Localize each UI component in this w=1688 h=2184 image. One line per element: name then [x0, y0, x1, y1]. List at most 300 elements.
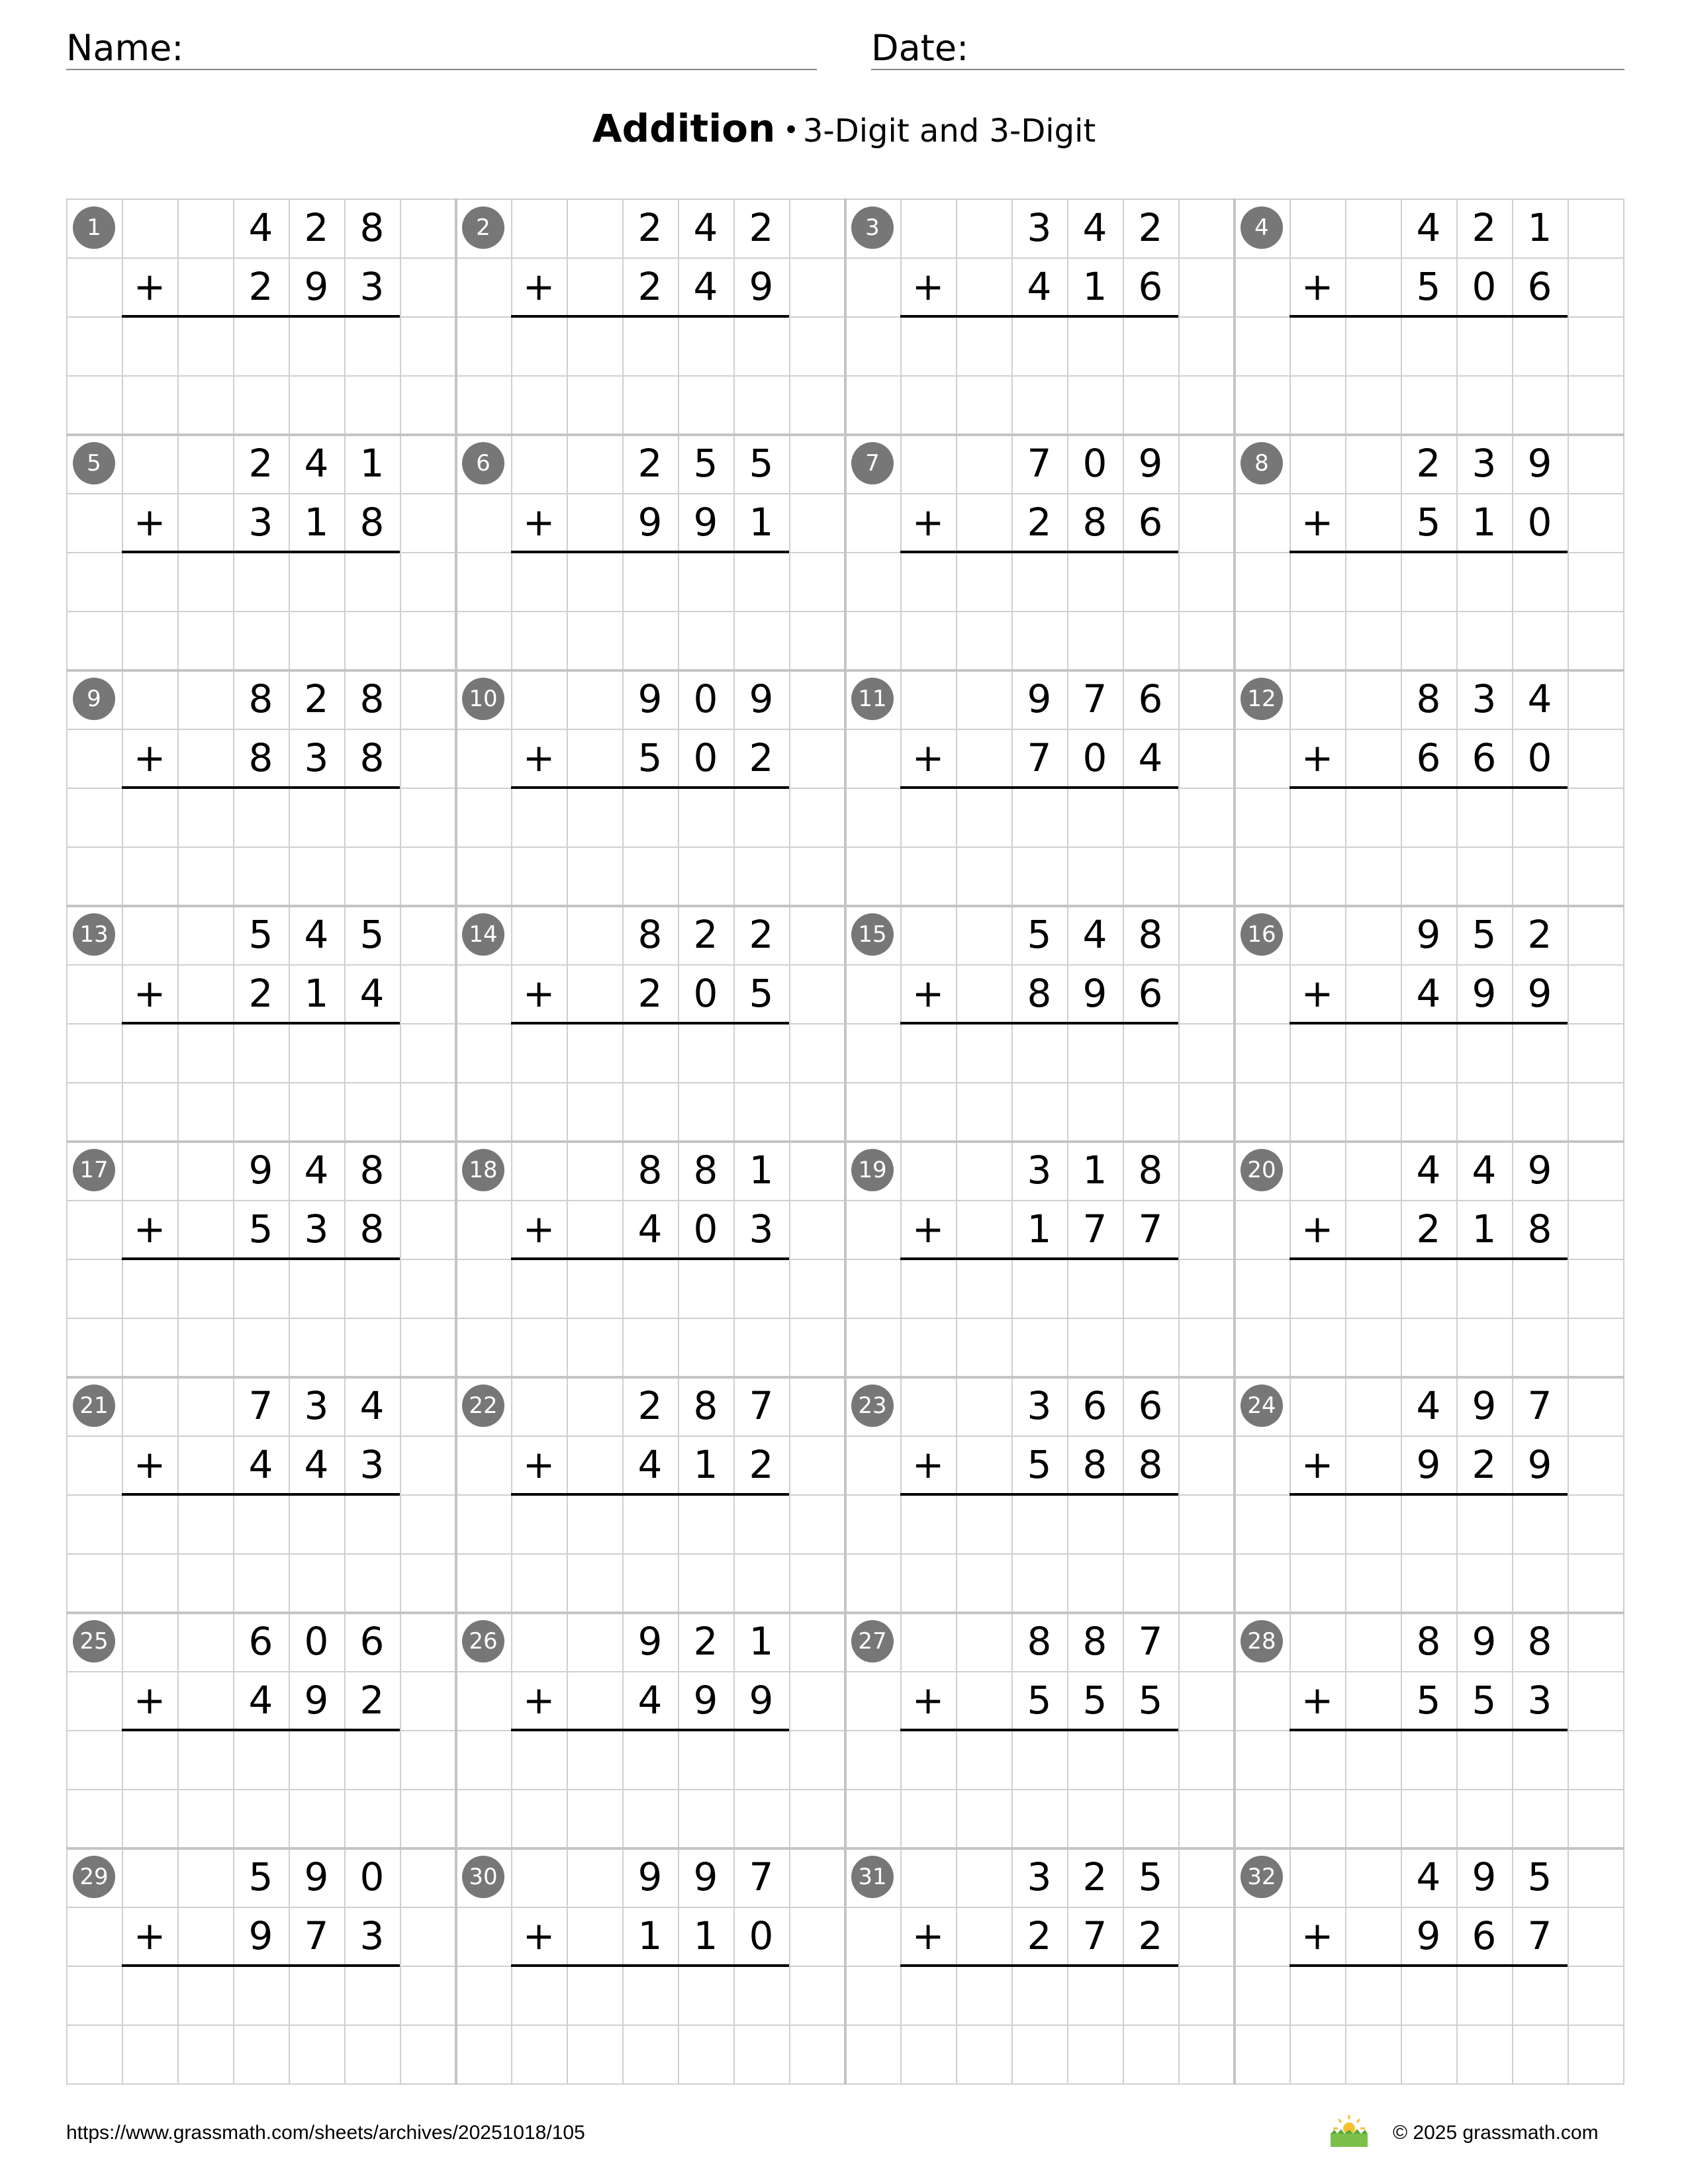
- plus-sign: +: [912, 1678, 945, 1723]
- addend-bottom-digit: 6: [1138, 971, 1163, 1016]
- date-field[interactable]: [871, 25, 1624, 70]
- plus-sign: +: [1301, 1678, 1334, 1723]
- problem-number-badge: 32: [1241, 1856, 1283, 1898]
- worksheet-title: [0, 106, 1688, 151]
- addend-top-digit: 9: [693, 1854, 718, 1899]
- addend-bottom-digit: 9: [248, 1913, 273, 1958]
- addend-top-digit: 5: [248, 1854, 273, 1899]
- addend-bottom-digit: 3: [304, 1206, 329, 1251]
- problem-number-badge: 9: [73, 678, 115, 720]
- addend-bottom-digit: 6: [1138, 264, 1163, 309]
- answer-area[interactable]: [511, 318, 789, 433]
- answer-area[interactable]: [122, 1024, 400, 1140]
- answer-area[interactable]: [1289, 318, 1568, 433]
- addend-top-digit: 1: [359, 441, 385, 486]
- addend-bottom-digit: 2: [1027, 1913, 1052, 1958]
- addend-top-digit: 3: [1472, 441, 1497, 486]
- problem-number-badge: 30: [462, 1856, 504, 1898]
- addend-top-digit: 5: [749, 441, 774, 486]
- addend-bottom-digit: 9: [1416, 1913, 1441, 1958]
- addend-bottom-digit: 8: [1138, 1442, 1163, 1487]
- answer-area[interactable]: [122, 1496, 400, 1611]
- addend-bottom-digit: 9: [1416, 1442, 1441, 1487]
- addend-top-digit: 9: [1527, 441, 1552, 486]
- plus-sign: +: [133, 735, 166, 780]
- addend-top-digit: 2: [637, 205, 663, 250]
- answer-area[interactable]: [900, 318, 1178, 433]
- addend-top-digit: 5: [1527, 1854, 1552, 1899]
- problem-number-badge: 27: [851, 1620, 894, 1662]
- addend-bottom-digit: 9: [304, 264, 329, 309]
- addend-bottom-digit: 0: [1527, 735, 1552, 780]
- addend-top-digit: 3: [1472, 676, 1497, 721]
- addend-bottom-digit: 5: [1416, 264, 1441, 309]
- addend-bottom-digit: 0: [1472, 264, 1497, 309]
- addend-top-digit: 9: [1527, 1148, 1552, 1193]
- addend-top-digit: 2: [1138, 205, 1163, 250]
- addend-bottom-digit: 7: [1027, 735, 1052, 780]
- addend-top-digit: 9: [1416, 912, 1441, 957]
- addend-top-digit: 7: [1138, 1619, 1163, 1664]
- addend-top-digit: 9: [1472, 1383, 1497, 1428]
- addend-bottom-digit: 4: [1416, 971, 1441, 1016]
- addend-top-digit: 3: [1027, 1383, 1052, 1428]
- plus-sign: +: [133, 1913, 166, 1958]
- addend-top-digit: 9: [637, 1619, 663, 1664]
- addend-top-digit: 1: [749, 1148, 774, 1193]
- plus-sign: +: [1301, 1442, 1334, 1487]
- addend-top-digit: 8: [637, 1148, 663, 1193]
- addend-bottom-digit: 8: [359, 1206, 385, 1251]
- addend-top-digit: 8: [359, 205, 385, 250]
- addend-bottom-digit: 4: [1138, 735, 1163, 780]
- name-field[interactable]: [66, 25, 817, 70]
- problem-number-badge: 26: [462, 1620, 504, 1662]
- name-label: Name:: [66, 27, 184, 69]
- addend-bottom-digit: 5: [1416, 1678, 1441, 1723]
- footer-url[interactable]: https://www.grassmath.com/sheets/archives/20251018/105: [66, 2122, 585, 2144]
- addend-top-digit: 4: [1472, 1148, 1497, 1193]
- problem-number-badge: 19: [851, 1149, 894, 1191]
- addend-bottom-digit: 5: [1027, 1678, 1052, 1723]
- addend-bottom-digit: 9: [749, 264, 774, 309]
- addend-bottom-digit: 3: [359, 1913, 385, 1958]
- addend-top-digit: 2: [1472, 205, 1497, 250]
- problem-number-badge: 2: [462, 206, 504, 249]
- addend-bottom-digit: 8: [359, 735, 385, 780]
- addend-top-digit: 0: [359, 1854, 385, 1899]
- problem-number-badge: 24: [1241, 1385, 1283, 1427]
- answer-area[interactable]: [511, 1731, 789, 1846]
- addend-bottom-digit: 2: [1027, 500, 1052, 545]
- plus-sign: +: [912, 1206, 945, 1251]
- plus-sign: +: [522, 1678, 555, 1723]
- addend-bottom-digit: 0: [693, 1206, 718, 1251]
- addend-bottom-digit: 2: [1416, 1206, 1441, 1251]
- addend-top-digit: 9: [1472, 1619, 1497, 1664]
- addend-bottom-digit: 5: [637, 735, 663, 780]
- addend-top-digit: 4: [304, 912, 329, 957]
- answer-area[interactable]: [900, 553, 1178, 668]
- addend-top-digit: 2: [693, 1619, 718, 1664]
- addend-top-digit: 7: [749, 1854, 774, 1899]
- addend-bottom-digit: 1: [1027, 1206, 1052, 1251]
- addend-top-digit: 2: [749, 912, 774, 957]
- addend-top-digit: 9: [1472, 1854, 1497, 1899]
- addend-bottom-digit: 8: [1527, 1206, 1552, 1251]
- answer-area[interactable]: [511, 1260, 789, 1375]
- addend-top-digit: 4: [1416, 1383, 1441, 1428]
- addend-top-digit: 2: [1416, 441, 1441, 486]
- answer-area[interactable]: [1289, 1024, 1568, 1140]
- addend-bottom-digit: 4: [359, 971, 385, 1016]
- answer-area[interactable]: [511, 553, 789, 668]
- plus-sign: +: [1301, 500, 1334, 545]
- addend-top-digit: 4: [248, 205, 273, 250]
- addend-top-digit: 7: [749, 1383, 774, 1428]
- addend-top-digit: 8: [359, 1148, 385, 1193]
- addend-top-digit: 8: [1416, 1619, 1441, 1664]
- addend-bottom-digit: 2: [248, 264, 273, 309]
- addend-bottom-digit: 0: [749, 1913, 774, 1958]
- addend-top-digit: 8: [359, 676, 385, 721]
- addend-bottom-digit: 2: [248, 971, 273, 1016]
- plus-sign: +: [133, 264, 166, 309]
- addend-bottom-digit: 1: [693, 1913, 718, 1958]
- answer-area[interactable]: [122, 553, 400, 668]
- addend-bottom-digit: 1: [1082, 264, 1107, 309]
- problem-number-badge: 21: [73, 1385, 115, 1427]
- plus-sign: +: [522, 735, 555, 780]
- addend-bottom-digit: 1: [749, 500, 774, 545]
- addend-top-digit: 4: [1527, 676, 1552, 721]
- addend-top-digit: 5: [693, 441, 718, 486]
- answer-area[interactable]: [511, 1967, 789, 2082]
- problem-number-badge: 6: [462, 442, 504, 484]
- answer-area[interactable]: [1289, 1260, 1568, 1375]
- plus-sign: +: [912, 500, 945, 545]
- plus-sign: +: [912, 971, 945, 1016]
- addend-bottom-digit: 4: [693, 264, 718, 309]
- addend-bottom-digit: 4: [248, 1678, 273, 1723]
- addend-bottom-digit: 4: [1027, 264, 1052, 309]
- addend-bottom-digit: 8: [248, 735, 273, 780]
- addend-top-digit: 6: [1138, 676, 1163, 721]
- addend-bottom-digit: 4: [637, 1442, 663, 1487]
- addend-top-digit: 8: [1027, 1619, 1052, 1664]
- answer-area[interactable]: [900, 1260, 1178, 1375]
- addend-bottom-digit: 6: [1472, 735, 1497, 780]
- answer-area[interactable]: [1289, 1731, 1568, 1846]
- problem-number-badge: 25: [73, 1620, 115, 1662]
- addend-bottom-digit: 9: [1527, 971, 1552, 1016]
- addend-top-digit: 0: [693, 676, 718, 721]
- addend-bottom-digit: 6: [1527, 264, 1552, 309]
- answer-area[interactable]: [900, 789, 1178, 904]
- answer-area[interactable]: [122, 789, 400, 904]
- addend-bottom-digit: 5: [1082, 1678, 1107, 1723]
- addend-bottom-digit: 2: [749, 735, 774, 780]
- addend-bottom-digit: 4: [637, 1678, 663, 1723]
- addend-top-digit: 4: [1416, 1854, 1441, 1899]
- plus-sign: +: [1301, 735, 1334, 780]
- addend-top-digit: 8: [1138, 912, 1163, 957]
- addend-bottom-digit: 2: [1138, 1913, 1163, 1958]
- addend-top-digit: 8: [1527, 1619, 1552, 1664]
- addend-top-digit: 4: [1416, 205, 1441, 250]
- addend-top-digit: 0: [1082, 441, 1107, 486]
- addend-top-digit: 1: [1527, 205, 1552, 250]
- addend-top-digit: 1: [1082, 1148, 1107, 1193]
- title-bullet: •: [783, 115, 799, 146]
- answer-area[interactable]: [1289, 1496, 1568, 1611]
- problem-number-badge: 13: [73, 913, 115, 956]
- plus-sign: +: [912, 1913, 945, 1958]
- addend-bottom-digit: 5: [1472, 1678, 1497, 1723]
- plus-sign: +: [133, 500, 166, 545]
- addend-top-digit: 4: [1416, 1148, 1441, 1193]
- addend-bottom-digit: 3: [1527, 1678, 1552, 1723]
- addend-top-digit: 4: [304, 1148, 329, 1193]
- addend-top-digit: 4: [304, 441, 329, 486]
- plus-sign: +: [522, 500, 555, 545]
- addend-bottom-digit: 0: [693, 971, 718, 1016]
- addend-bottom-digit: 1: [304, 500, 329, 545]
- addend-top-digit: 2: [693, 912, 718, 957]
- addend-top-digit: 6: [248, 1619, 273, 1664]
- footer-copyright: © 2025 grassmath.com: [1393, 2122, 1599, 2144]
- addend-top-digit: 2: [637, 441, 663, 486]
- answer-area[interactable]: [122, 1731, 400, 1846]
- addend-bottom-digit: 7: [1082, 1206, 1107, 1251]
- addend-bottom-digit: 3: [359, 1442, 385, 1487]
- addend-bottom-digit: 0: [1527, 500, 1552, 545]
- problem-number-badge: 22: [462, 1385, 504, 1427]
- addend-top-digit: 9: [1027, 676, 1052, 721]
- plus-sign: +: [912, 735, 945, 780]
- addend-bottom-digit: 4: [248, 1442, 273, 1487]
- addend-top-digit: 3: [1027, 1854, 1052, 1899]
- problem-number-badge: 5: [73, 442, 115, 484]
- addend-bottom-digit: 6: [1138, 500, 1163, 545]
- addend-top-digit: 8: [1138, 1148, 1163, 1193]
- addend-bottom-digit: 5: [248, 1206, 273, 1251]
- problem-number-badge: 1: [73, 206, 115, 249]
- problem-grid: [66, 199, 1624, 2085]
- addend-top-digit: 8: [693, 1383, 718, 1428]
- plus-sign: +: [522, 264, 555, 309]
- problem-number-badge: 31: [851, 1856, 894, 1898]
- plus-sign: +: [133, 1206, 166, 1251]
- addend-top-digit: 6: [1138, 1383, 1163, 1428]
- addend-bottom-digit: 9: [1472, 971, 1497, 1016]
- addend-top-digit: 9: [749, 676, 774, 721]
- addend-top-digit: 9: [637, 676, 663, 721]
- title-subtitle: 3-Digit and 3-Digit: [802, 113, 1096, 150]
- addend-bottom-digit: 8: [1082, 500, 1107, 545]
- plus-sign: +: [1301, 264, 1334, 309]
- problem-number-badge: 15: [851, 913, 894, 956]
- plus-sign: +: [522, 1206, 555, 1251]
- addend-top-digit: 2: [248, 441, 273, 486]
- plus-sign: +: [1301, 1913, 1334, 1958]
- addend-bottom-digit: 2: [749, 1442, 774, 1487]
- plus-sign: +: [1301, 971, 1334, 1016]
- addend-top-digit: 8: [248, 676, 273, 721]
- addend-bottom-digit: 2: [637, 264, 663, 309]
- addend-bottom-digit: 2: [637, 971, 663, 1016]
- addend-top-digit: 4: [359, 1383, 385, 1428]
- addend-top-digit: 6: [1082, 1383, 1107, 1428]
- addend-bottom-digit: 1: [637, 1913, 663, 1958]
- addend-top-digit: 9: [1138, 441, 1163, 486]
- addend-bottom-digit: 9: [749, 1678, 774, 1723]
- problem-number-badge: 28: [1241, 1620, 1283, 1662]
- addend-top-digit: 5: [1138, 1854, 1163, 1899]
- addend-top-digit: 7: [1082, 676, 1107, 721]
- problem-number-badge: 20: [1241, 1149, 1283, 1191]
- addend-bottom-digit: 3: [749, 1206, 774, 1251]
- answer-area[interactable]: [511, 1496, 789, 1611]
- plus-sign: +: [133, 1678, 166, 1723]
- plus-sign: +: [522, 1913, 555, 1958]
- date-label: Date:: [871, 27, 969, 69]
- addend-bottom-digit: 5: [1027, 1442, 1052, 1487]
- addend-bottom-digit: 7: [1138, 1206, 1163, 1251]
- plus-sign: +: [522, 971, 555, 1016]
- addend-bottom-digit: 9: [304, 1678, 329, 1723]
- addend-top-digit: 5: [248, 912, 273, 957]
- addend-top-digit: 7: [1027, 441, 1052, 486]
- addend-top-digit: 2: [304, 676, 329, 721]
- addend-bottom-digit: 7: [1527, 1913, 1552, 1958]
- addend-bottom-digit: 3: [359, 264, 385, 309]
- addend-top-digit: 7: [248, 1383, 273, 1428]
- problem-number-badge: 4: [1241, 206, 1283, 249]
- addend-top-digit: 4: [693, 205, 718, 250]
- answer-area[interactable]: [1289, 553, 1568, 668]
- answer-area[interactable]: [511, 1024, 789, 1140]
- answer-area[interactable]: [900, 1024, 1178, 1140]
- addend-top-digit: 5: [359, 912, 385, 957]
- addend-top-digit: 8: [693, 1148, 718, 1193]
- answer-area[interactable]: [900, 1967, 1178, 2082]
- addend-top-digit: 2: [1527, 912, 1552, 957]
- addend-bottom-digit: 5: [749, 971, 774, 1016]
- answer-area[interactable]: [900, 1496, 1178, 1611]
- addend-top-digit: 4: [1082, 912, 1107, 957]
- addend-bottom-digit: 6: [1416, 735, 1441, 780]
- addend-bottom-digit: 7: [1082, 1913, 1107, 1958]
- addend-bottom-digit: 6: [1472, 1913, 1497, 1958]
- problem-number-badge: 17: [73, 1149, 115, 1191]
- addend-top-digit: 5: [1472, 912, 1497, 957]
- plus-sign: +: [133, 1442, 166, 1487]
- problem-number-badge: 14: [462, 913, 504, 956]
- plus-sign: +: [912, 264, 945, 309]
- plus-sign: +: [522, 1442, 555, 1487]
- addend-bottom-digit: 1: [1472, 500, 1497, 545]
- addend-bottom-digit: 9: [693, 500, 718, 545]
- title-main: Addition: [592, 106, 776, 151]
- answer-area[interactable]: [122, 1967, 400, 2082]
- answer-area[interactable]: [1289, 789, 1568, 904]
- answer-area[interactable]: [122, 1260, 400, 1375]
- addend-bottom-digit: 5: [1416, 500, 1441, 545]
- addend-top-digit: 6: [359, 1619, 385, 1664]
- addend-top-digit: 0: [304, 1619, 329, 1664]
- addend-bottom-digit: 8: [359, 500, 385, 545]
- plus-sign: +: [133, 971, 166, 1016]
- addend-bottom-digit: 1: [304, 971, 329, 1016]
- problem-number-badge: 16: [1241, 913, 1283, 956]
- addend-bottom-digit: 3: [304, 735, 329, 780]
- plus-sign: +: [1301, 1206, 1334, 1251]
- addend-bottom-digit: 5: [1138, 1678, 1163, 1723]
- addend-top-digit: 2: [304, 205, 329, 250]
- addend-top-digit: 3: [1027, 1148, 1052, 1193]
- addend-bottom-digit: 0: [693, 735, 718, 780]
- addend-top-digit: 3: [1027, 205, 1052, 250]
- problem-number-badge: 3: [851, 206, 894, 249]
- addend-bottom-digit: 9: [637, 500, 663, 545]
- addend-top-digit: 8: [1416, 676, 1441, 721]
- addend-top-digit: 9: [304, 1854, 329, 1899]
- addend-bottom-digit: 4: [637, 1206, 663, 1251]
- problem-number-badge: 12: [1241, 678, 1283, 720]
- answer-area[interactable]: [511, 789, 789, 904]
- problem-number-badge: 29: [73, 1856, 115, 1898]
- addend-top-digit: 1: [749, 1619, 774, 1664]
- addend-top-digit: 5: [1027, 912, 1052, 957]
- problem-number-badge: 18: [462, 1149, 504, 1191]
- problem-number-badge: 7: [851, 442, 894, 484]
- addend-bottom-digit: 1: [1472, 1206, 1497, 1251]
- addend-bottom-digit: 4: [304, 1442, 329, 1487]
- addend-bottom-digit: 9: [693, 1678, 718, 1723]
- addend-top-digit: 8: [1082, 1619, 1107, 1664]
- addend-bottom-digit: 7: [304, 1913, 329, 1958]
- addend-bottom-digit: 3: [248, 500, 273, 545]
- addend-top-digit: 2: [1082, 1854, 1107, 1899]
- addend-top-digit: 2: [749, 205, 774, 250]
- addend-bottom-digit: 8: [1082, 1442, 1107, 1487]
- addend-bottom-digit: 2: [359, 1678, 385, 1723]
- grass-sun-logo-icon: [1328, 2111, 1370, 2148]
- addend-bottom-digit: 9: [1082, 971, 1107, 1016]
- addend-bottom-digit: 2: [1472, 1442, 1497, 1487]
- addend-bottom-digit: 8: [1027, 971, 1052, 1016]
- answer-area[interactable]: [900, 1731, 1178, 1846]
- addend-top-digit: 4: [1082, 205, 1107, 250]
- problem-number-badge: 11: [851, 678, 894, 720]
- addend-bottom-digit: 0: [1082, 735, 1107, 780]
- addend-top-digit: 8: [637, 912, 663, 957]
- addend-top-digit: 3: [304, 1383, 329, 1428]
- addend-top-digit: 9: [637, 1854, 663, 1899]
- problem-number-badge: 10: [462, 678, 504, 720]
- addend-top-digit: 2: [637, 1383, 663, 1428]
- answer-area[interactable]: [1289, 1967, 1568, 2082]
- answer-area[interactable]: [122, 318, 400, 433]
- problem-number-badge: 8: [1241, 442, 1283, 484]
- addend-top-digit: 9: [248, 1148, 273, 1193]
- addend-bottom-digit: 9: [1527, 1442, 1552, 1487]
- addend-bottom-digit: 1: [693, 1442, 718, 1487]
- addend-top-digit: 7: [1527, 1383, 1552, 1428]
- plus-sign: +: [912, 1442, 945, 1487]
- problem-number-badge: 23: [851, 1385, 894, 1427]
